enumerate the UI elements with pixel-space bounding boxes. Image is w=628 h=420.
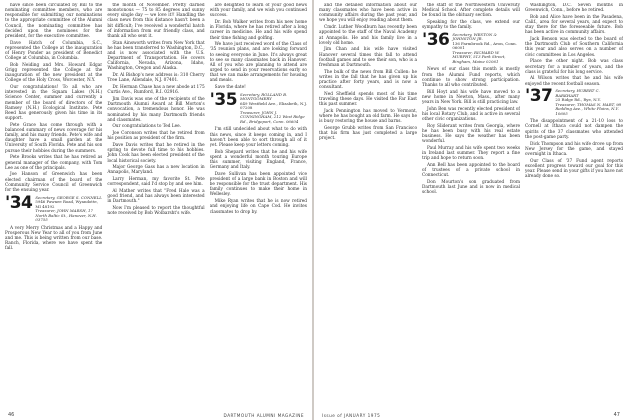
paragraph: Joe Hanson of Greenwich has been elected chairman of the board of the Community Service Council of Greenwich for the ensuing year. [5,172,103,193]
paragraph: Dave Davis writes that he retired in the spring to devote full time to his hobbies. John Cook has been elected president of the local historical society. [107,143,205,164]
paragraph: Dick Thompson and his wife drove up from New Jersey for the game, and stayed overnight in Ithaca. [525,141,623,157]
paragraph: Roy Sliderant writes from Georgia, where he has been busy with his real estate business. He says the weather has been wonderful. [422,123,520,145]
right-col-3 [525,3,623,407]
paragraph: Larry Herman, my favorite St. Pete correspondent, said I'd stop by and see him. [107,177,205,188]
paragraph: Pete Brooks writes that he has retired as general manager of the company, with Tom Lee as one of the principals. [5,155,103,171]
paragraph: John Ben was recently elected president of his local Rotary Club, and is active in several other civic organizations. [422,106,520,123]
secretary-address: 25 Ridge Rd., Rye, N.Y. [555,97,601,103]
paragraph: and the detailed information about our many classmates who have been active in community affairs during the past year, and we hope you will enjoy reading about them. [319,3,417,24]
paragraph: Mike Ryan writes that he is now retired and enjoying life on Cape Cod. He invites classmates to drop by. [209,199,307,215]
right-page [314,0,628,420]
paragraph: Our congratulations to Ted Lee. [112,124,182,130]
class-year: '34 [5,192,33,213]
paragraph: Bob Shepard writes that he and his wife spent a wonderful month touring Europe this summer, visiting England, France, Germany and Italy. [209,149,307,171]
secretary-line: Secretary, ROLLAND B. MONTGOMERY [240,91,288,102]
paragraph: Dave Sullivan has been appointed vice president of a large bank in Boston and will be responsible for the trust department. His family continues to make their home in Wellesley. [209,171,307,198]
paragraph: Don Mourton's son graduated from Dartmouth last June and is now in medical school. [422,180,520,196]
paragraph: I'm still undecided about what to do with this news, since it keeps coming in, and I haven't been able to sort through all of it yet. Please keep your letters coming. [209,127,307,148]
paragraph: Ned Sheffield spends most of his time traveling these days. He visited the Far East this past summer. [319,91,417,108]
paragraph: News of our class this month is mostly from the Alumni Fund reports, which continue to show strong participation. Thanks to all who contributed. [422,67,520,88]
paragraph: Al Mather writes that "Fred Hale was a good friend, and has always been interested in Dartmouth." [107,189,205,205]
class-section-header [525,88,623,116]
issue-title: Issue of JANUARY 1975 [322,412,381,418]
left-page [0,0,312,420]
right-col-1 [319,3,417,407]
class-section-header [5,192,102,223]
magazine-title: DARTMOUTH ALUMNI MAGAZINE [223,412,304,418]
secretary-line: Secretary, GEORGE S. CONNELL [35,194,102,200]
page-footer [322,412,620,418]
page-footer [8,412,304,418]
paragraph: Our Class of '37 Fund agent reports excellent progress toward our goal for this year. Please send in your gifts if you have not already done so. [525,158,623,180]
secretary-address: 136 Farmbrook Rd., Avon, Conn. 06001 [452,40,517,51]
treasurer-line: Treasurer, JOHN MARSH, 17 North Baltic St., Hanover, N.H. 03755 [35,208,97,223]
class-year: '35 [209,89,238,110]
class-section-header [422,29,520,65]
paragraph: Washington, D.C. Seven months in Greenwich, Conn., before he retired. [525,3,623,14]
secretary-address: 5946 Pawnee Road, Wyandotte, MI 48192 [35,199,98,209]
paragraph: Stan Ainsworth writes from New York that he has been transferred to Washington, D.C., and is now associated with the U.S. Department of Transportation. He covers California, Nevada, Arizona, Idaho, Washington, Oregon and Alaska. [107,40,205,72]
paragraph: Ann Bell has been appointed to the board of trustees of a private school in Connecticut. [422,163,520,179]
left-col-1 [5,3,102,407]
paragraph: have since been circulated by Bill to the nominating committee members, who are responsible for submitting our nominations to the appropriate committee of the Alumni Council, the nominating committee has decided upon the nominees for the president, for the executive committee. [5,3,103,39]
paragraph: Bill Hoyt and his wife have moved to a new home in Newton, Mass., after many years in New York. Bill is still practicing law. [422,89,520,105]
paragraph: the staff of the Northwestern University Medical School. After complete details will be found in the obituary section. [422,3,520,19]
paragraph: Al Wilson writes that he and his wife enjoyed the recent football season. [525,76,623,87]
treasurer-line: Treasurer, JOHN J. CUNNINGHAM, 212 West Ridge Rd., Bridgeport, Conn. 06604 [240,109,305,124]
class-section-header [209,89,307,125]
paragraph: Major George Gass has a new location in Annapolis, Maryland. [107,165,205,176]
paragraph: Speaking for the class, we extend our sympathy to the family. [422,20,520,31]
paragraph: Jack Pennington has moved to Vermont, where he has bought an old farm. He says he is busy restoring the house and barns. [319,108,417,125]
paragraph: A very Merry Christmas and a Happy and Prosperous New Year to all of you from June and me. This is being written from our base. Ranch, Florida, where we have spent the fall. [5,225,103,252]
secretary-line: Secretary, HUBERT C. BARKHART [555,88,600,98]
paragraph: Jack Benson was elected to the board of the Dartmouth Club of Southern California this year and also serves on a number of civic committees in Los Angeles. [525,37,623,58]
class-contacts [555,89,623,116]
paragraph: Jim Davis was one of the recipients of the Dartmouth Alumni Award at Bill Morton's convocation, a tremendous honor. He was nominated by his many Dartmouth friends and classmates. [107,97,205,123]
paragraph: Save the date! [214,85,246,91]
page-number: 46 [8,412,15,418]
treasurer-line: Treasurer, THOMAS N. HART, 98 Redding Ave., White Plains, N.Y. 10605 [555,101,622,116]
paragraph: Bob and Alice have been in the Pasadena, Calif., area for several years, and expect to stay there for the foreseeable future. Bob has been active in community affairs. [525,14,623,36]
paragraph: Dr. Al Bishop's new address is: 310 Cherry Tree Lane, Allendale, N.J. 07401. [107,73,205,84]
paragraph: are delighted to learn of your good news with your family, and we wish you continued success. [209,3,307,19]
secretary-address: 649 Westfield Ave., Elizabeth, N.J. 07208 [240,100,307,111]
paragraph: Paul Murray and his wife spent two weeks in Ireland last summer. They report a fine trip and hope to return soon. [422,146,520,162]
paragraph: Cmdr. Luther Woodburn has recently been appointed to the staff of the Naval Academy at Annapolis. He and his family live in a lovely old home. [319,25,417,46]
paragraph: Bob Neiding and Mrs. Howard Edgar Grigg represented the College at the inauguration of the new president at the College of the Holy Cross, Worcester, N.Y. [5,62,103,84]
left-col-3 [210,3,307,407]
paragraph: We have just received word of the Class of '35 reunion plans, and are looking forward to seeing everyone in June. It's always great to see so many classmates back in Hanover. All of you who are planning to attend are urged to send in your reservations early so that we can make arrangements for housing and meals. [209,42,307,84]
treasurer-line: Treasurer, RICHARD W. MURPHY, 513 Park Street, Bingham, Maine 02061 [452,49,506,64]
class-year: '36 [422,29,450,50]
paragraph: The disappointment of a 21-10 loss to Cornell at Ithaca could not dampen the spirits of the 37 classmates who attended the post-game party. [525,119,623,140]
class-contacts [35,196,102,223]
paragraph: Joe Coronson writes that he retired from his position as president of the firm. [107,131,205,142]
paragraph: Now I'm pleased to report the thoughtful note received by Bob Wolbarsht's wife. [107,206,205,217]
paragraph: Dr. Herman Chase has a new abode at 175 Curtis Ave., Rumford, R.I. 02916. [107,85,205,96]
paragraph: Place the other night. Bob was class secretary for a number of years, and the class is grateful for his long service. [525,59,623,75]
class-year: '37 [525,86,553,107]
paragraph: Jim Chan and his wife have visited Hanover several times this fall to attend football games and to see their son, who is a freshman at Dartmouth. [319,47,417,68]
paragraph: Our congratulations! To all who are interested in the Squam Lakes (N.H.) Science Center, summer and currently a member of the board of directors of the Ramsey (N.H.) Ecological Institute. Pete Reed has generously given his time in its support. [5,85,103,122]
paragraph: George Grubb writes from San Francisco that his firm has just completed a large project. [319,126,417,142]
paragraph: Dave Hatch of Columbia, S.C., represented the College at the inauguration of Henry Ponder as president of Benedict College at Columbia, in Columbia. [5,40,103,62]
paragraph: Dr. Bob Walker writes from his new home in Florida, where he has retired after a long career in medicine. He and his wife spend their time fishing and golfing. [209,20,307,41]
secretary-line: Secretary, WESTON & JOHNSTON JR. [452,31,497,42]
paragraph: Pete Grace has come through with a balanced summary of news coverage for his family, and his many friends. Pete's wife and daughter have a small garden at the University of South Florida. Pete and his son pursue their hobbies during the summers. [5,122,103,154]
class-contacts [240,93,307,125]
paragraph: the month of November. Pretty darned monotonous — 75 to 85 degrees and sunny every single day — we love it!! Handling the class news from this distance hasn't been a bit difficult; I've received a wonderful batch of information from our friendly class, and thank all who sent it. [107,3,205,39]
page-number: 47 [613,412,620,418]
right-col-2 [422,3,520,407]
class-contacts [452,33,520,65]
paragraph: The bulk of the news from Bill Cullen: he writes in the fall that he has given up his practice after forty years, and is now a consultant. [319,69,417,91]
left-col-2 [107,3,204,407]
